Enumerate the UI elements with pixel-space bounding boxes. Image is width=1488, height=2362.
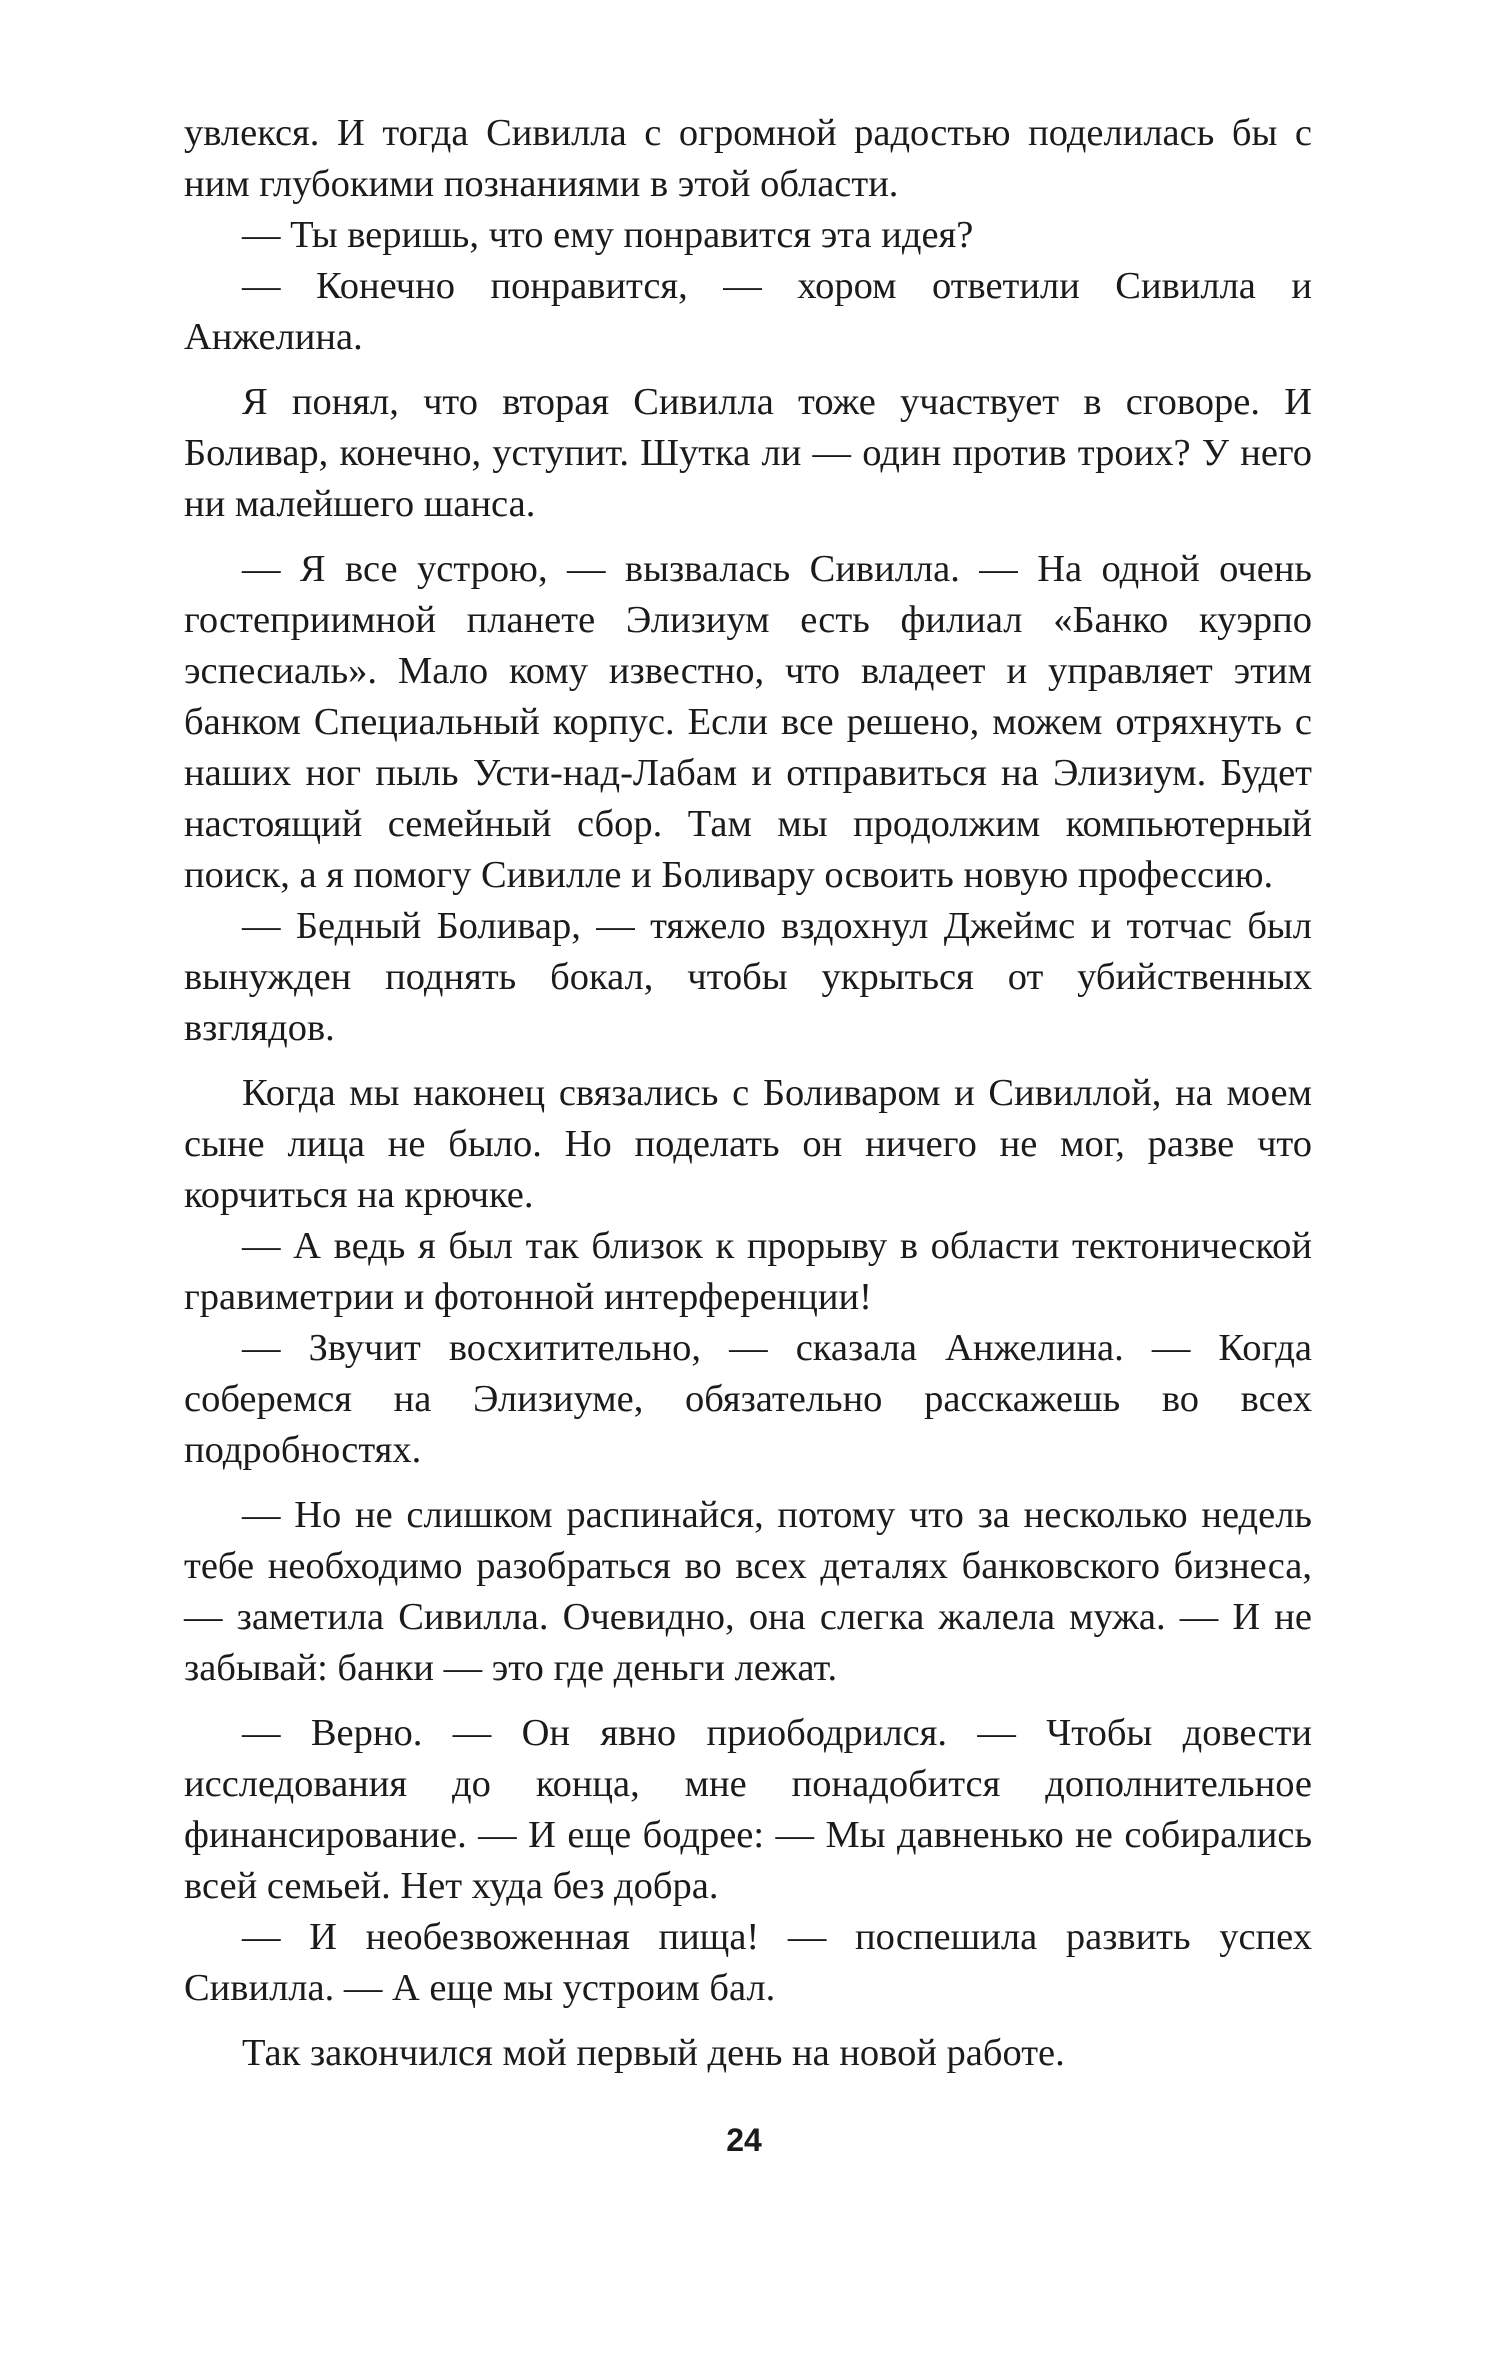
paragraph-10: — Но не слишком распинайся, потому что за несколько недель тебе необходимо разобраться во всех деталях банковского бизнеса, — заметила Сивилла. Очевидно, она слегка жалела мужа. — И не забывай: банки — это где деньги лежат. (184, 1494, 1312, 1689)
paragraph-9: — Звучит восхитительно, — сказала Анжелина. — Когда соберемся на Элизиуме, обязательно расскажешь во всех подробностях. (184, 1327, 1312, 1471)
paragraph-7: Когда мы наконец связались с Боливаром и Сивиллой, на моем сыне лица не было. Но поделать он ничего не мог, разве что корчиться на крючке. (184, 1072, 1312, 1216)
paragraph-12: — И необезвоженная пища! — поспешила развить успех Сивилла. — А еще мы устроим бал. (184, 1916, 1312, 2009)
paragraph-5: — Я все устрою, — вызвалась Сивилла. — На одной очень гостеприимной планете Элизиум есть филиал «Банко куэрпо эспесиаль». Мало кому известно, что владеет и управляет этим банком Специальный корпус. Если все решено, можем отряхнуть с наших ног пыль Усти-над-Лабам и отправиться на Элизиум. Будет настоящий семейный сбор. Там мы продолжим компьютерный поиск, а я помогу Сивилле и Боливару освоить новую профессию. (184, 548, 1312, 896)
paragraph-1: увлекся. И тогда Сивилла с огромной радостью поделилась бы с ним глубокими познаниями в этой области. (184, 112, 1312, 205)
paragraph-4: Я понял, что вторая Сивилла тоже участвует в сговоре. И Боливар, конечно, уступит. Шутка ли — один против троих? У него ни малейшего шанса. (184, 381, 1312, 525)
paragraph-8: — А ведь я был так близок к прорыву в области тектонической гравиметрии и фотонной интерференции! (184, 1225, 1312, 1318)
paragraph-11: — Верно. — Он явно приободрился. — Чтобы довести исследования до конца, мне понадобится дополнительное финансирование. — И еще бодрее: — Мы давненько не собирались всей семьей. Нет худа без добра. (184, 1712, 1312, 1907)
paragraph-2: — Ты веришь, что ему понравится эта идея? (242, 214, 974, 256)
paragraph-13: Так закончился мой первый день на новой работе. (242, 2032, 1065, 2074)
page-body (184, 108, 1312, 2079)
paragraph-6: — Бедный Боливар, — тяжело вздохнул Джеймс и тотчас был вынужден поднять бокал, чтобы укрыться от убийственных взглядов. (184, 905, 1312, 1049)
paragraph-3: — Конечно понравится, — хором ответили Сивилла и Анжелина. (184, 265, 1312, 358)
page-number: 24 (726, 2122, 762, 2158)
